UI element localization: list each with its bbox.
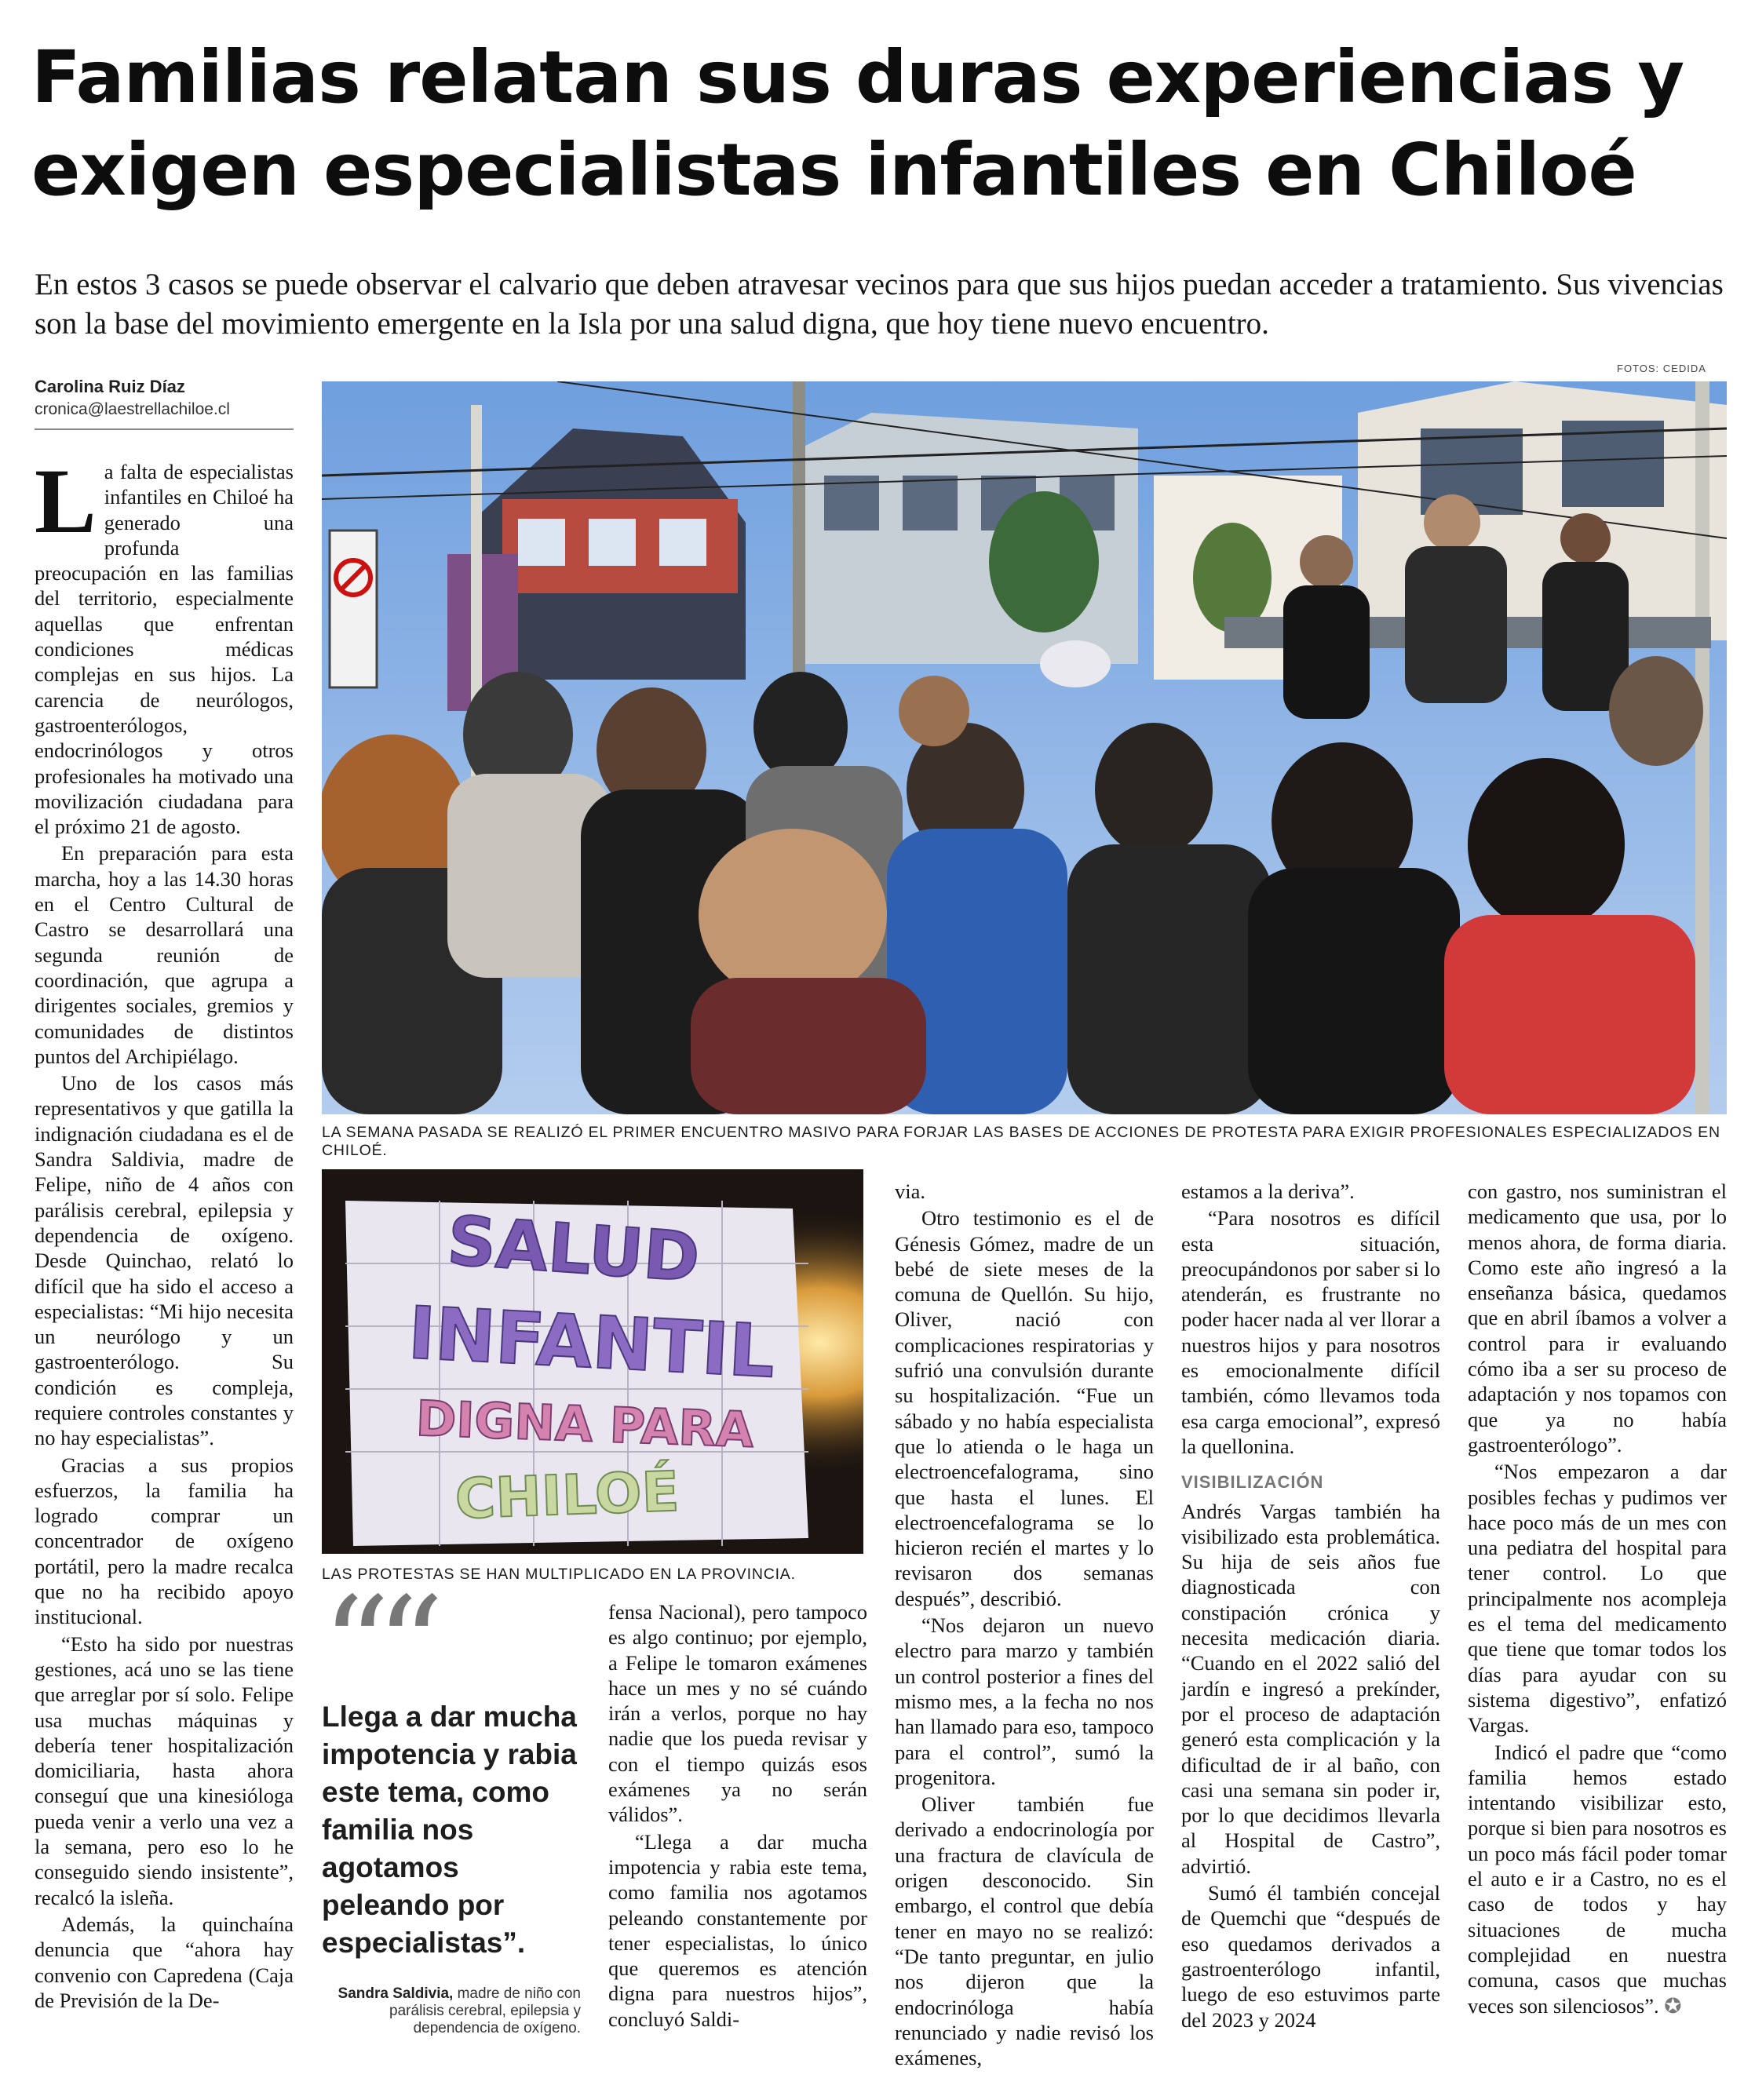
pull-quote	[322, 1569, 581, 2037]
paragraph: Andrés Vargas también ha visibilizado esta problemática. Su hija de seis años fue diagnosticada con constipación crónica y necesita medicación diaria. “Cuando en el 2022 salió del jardín e ingresó a prekínder, por el proceso de adaptación generó esta complicación y la dificultad de ir al baño, con casi una semana sin poder ir, por lo que decidimos llevarla al Hospital de Castro”, advirtió.	[1181, 1499, 1440, 1878]
paragraph: “Nos empezaron a dar posibles fechas y pudimos ver hace poco más de un mes con una pediatra del hospital para tener control. Lo que principalmente nos acompleja es el tema del medicamento que tiene que tomar todos los días para ayudar con su sistema digestivo”, enfatizó Vargas.	[1468, 1460, 1727, 1737]
banner-photo-caption: LAS PROTESTAS SE HAN MULTIPLICADO EN LA PROVINCIA.	[322, 1566, 796, 1583]
byline	[35, 377, 294, 430]
end-mark-icon: ✪	[1664, 1993, 1682, 2018]
pull-quote-attribution	[322, 1985, 581, 2037]
headline: Familias relatan sus duras experiencias y exigen especialistas infantiles en Chiloé	[31, 35, 1684, 212]
paragraph: Otro testimonio es el de Génesis Gómez, madre de un bebé de siete meses de la comuna de Quellón. Su hijo, Oliver, nació con complicaciones respiratorias y sufrió una convulsión durante su hospitalización. “Fue un sábado y no había especialista que lo atienda o le haga un electroencefalograma, sino que hasta el lunes. El electroencefalograma se lo hicieron recién el martes y lo revisaron dos semanas después”, describió.	[895, 1206, 1154, 1610]
paragraph: Uno de los casos más representativos y que gatilla la indignación ciudadana es el de Sandra Saldivia, madre de Felipe, niño de 4 años con parálisis cerebral, epilepsia y dependencia de oxígeno. Desde Quinchao, relató lo difícil que ha sido el acceso a especialistas: “Mi hijo necesita un neurólogo y un gastroenterólogo. Su condición es compleja, requiere controles constantes y no hay especialistas”.	[35, 1071, 294, 1450]
paragraph: “Esto ha sido por nuestras gestiones, acá uno se las tiene que arreglar por sí solo. Felipe usa muchas máquinas y debería tener hospitalización domiciliaria, hasta ahora conseguí que una kinesióloga pueda venir a verlo una vez a la semana, pero eso lo he conseguido siendo insistente”, recalcó la isleña.	[35, 1632, 294, 1909]
paragraph: “Llega a dar mucha impotencia y rabia este tema, como familia nos agotamos peleando constantemente por tener especialistas, lo único que queremos es atención digna para nuestros hijos”, concluyó Saldi-	[608, 1829, 867, 2031]
banner-word-4: CHILOÉ	[454, 1459, 680, 1532]
article-column-3	[895, 1179, 1154, 2072]
paragraph: Indicó el padre que “como familia hemos estado intentando visibilizar esto, porque si bien para nosotros es un poco más fácil poder tomar el auto e ir a Castro, no es el caso de todos y hay situaciones de mucha complejidad en nuestra comuna, casos que muchas veces son silenciosos”. ✪	[1468, 1740, 1727, 2018]
banner-word-3: DIGNA PARA	[414, 1389, 755, 1459]
quote-attribution-desc: madre de niño con parálisis cerebral, epilepsia y dependencia de oxígeno.	[389, 1985, 581, 2036]
paragraph: Además, la quinchaína denuncia que “ahora hay convenio con Capredena (Caja de Previsión de la De-	[35, 1912, 294, 2012]
paragraph: fensa Nacional), pero tampoco es algo continuo; por ejemplo, a Felipe le tomaron exámenes hace un mes y no sé cuándo irán a verlos, porque no hay nadie que los pueda revisar y con el tiempo quizás esos exámenes ya no serán válidos”.	[608, 1600, 867, 1827]
article-column-2	[608, 1599, 867, 2033]
paragraph: La falta de especialistas infantiles en Chiloé ha generado una profunda preocupación en las familias del territorio, especialmente aquellas que enfrentan condiciones médicas complejas en sus hijos. La carencia de neurólogos, gastroenterólogos, endocrinólogos y otros profesionales ha motivado una movilización ciudadana para el próximo 21 de agosto.	[35, 450, 294, 839]
article-column-4	[1181, 1179, 1440, 2034]
paragraph: Gracias a sus propios esfuerzos, la familia ha logrado comprar un concentrador de oxígeno portátil, pero la madre recalca que no ha recibido apoyo institucional.	[35, 1453, 294, 1629]
deck-subtitle: En estos 3 casos se puede observar el calvario que deben atravesar vecinos para que sus hijos puedan acceder a tratamiento. Sus vivencias son la base del movimiento emergente en la Isla por una salud digna, que hoy tiene nuevo encuentro.	[35, 268, 1724, 341]
author-name: Carolina Ruiz Díaz	[35, 377, 185, 396]
author-email: cronica@laestrellachiloe.cl	[35, 400, 230, 418]
paragraph: estamos a la deriva”.	[1181, 1179, 1355, 1203]
quote-mark: ““	[322, 1569, 430, 1724]
main-photo-caption: LA SEMANA PASADA SE REALIZÓ EL PRIMER ENCUENTRO MASIVO PARA FORJAR LAS BASES DE ACCIONES DE PROTESTA PARA EXIGIR PROFESIONALES ESPECIALIZADOS EN CHILOÉ.	[322, 1124, 1720, 1159]
paragraph: “Para nosotros es difícil esta situación, preocupándonos por saber si lo atenderán, es frustrante no poder hacer nada al ver llorar a nuestros hijos y para nosotros es emocionalmente difícil también, cómo llevamos toda esa carga emocional”, expresó la quellonina.	[1181, 1206, 1440, 1458]
drop-cap: L	[35, 450, 97, 552]
protest-crowd-illustration	[322, 381, 1727, 1114]
banner-word-2: INFANTIL	[406, 1291, 777, 1395]
quote-attribution-name: Sandra Saldivia,	[338, 1985, 454, 2002]
pull-quote-text: Llega a dar mucha impotencia y rabia este tema, como familia nos agotamos peleando por especialistas”.	[322, 1701, 577, 1959]
photo-credit: FOTOS: CEDIDA	[1617, 363, 1706, 374]
paragraph: “Nos dejaron un nuevo electro para marzo y también un control posterior a fines del mismo mes, a la fecha no nos han llamado para eso, tampoco para el control”, sumó la progenitora.	[895, 1613, 1154, 1789]
banner-photo	[322, 1169, 863, 1554]
section-subhead: VISIBILIZACIÓN	[1181, 1472, 1324, 1493]
article-column-1	[35, 450, 294, 2014]
banner-word-1: SALUD	[444, 1201, 702, 1298]
paragraph: con gastro, nos suministran el medicamento que usa, por lo menos ahora, de forma diaria. Como este año ingresó a la enseñanza básica, quedamos que en abril íbamos a volver a control para ir evaluando cómo iba a ser su proceso de adaptación y nos topamos con que ya no había gastroenterólogo”.	[1468, 1179, 1727, 1457]
protest-banner-illustration	[322, 1169, 863, 1554]
main-photo	[322, 381, 1727, 1114]
paragraph: Oliver también fue derivado a endocrinología por una fractura de clavícula de origen desconocido. Sin embargo, el control que debía tener en mayo no se realizó: “De tanto preguntar, en julio nos dijeron que la endocrinóloga había renunciado y nadie revisó los exámenes,	[895, 1792, 1154, 2070]
paragraph: Sumó él también concejal de Quemchi que “después de eso quedamos derivados a gastroenterólogo infantil, luego de eso estuvimos parte del 2023 y 2024	[1181, 1881, 1440, 2032]
article-column-5	[1468, 1179, 1727, 2020]
paragraph: En preparación para esta marcha, hoy a las 14.30 horas en el Centro Cultural de Castro se desarrollará una segunda reunión de coordinación, que agrupa a dirigentes sociales, gremios y comunidades de distintos puntos del Archipiélago.	[35, 841, 294, 1068]
paragraph: via.	[895, 1179, 925, 1203]
